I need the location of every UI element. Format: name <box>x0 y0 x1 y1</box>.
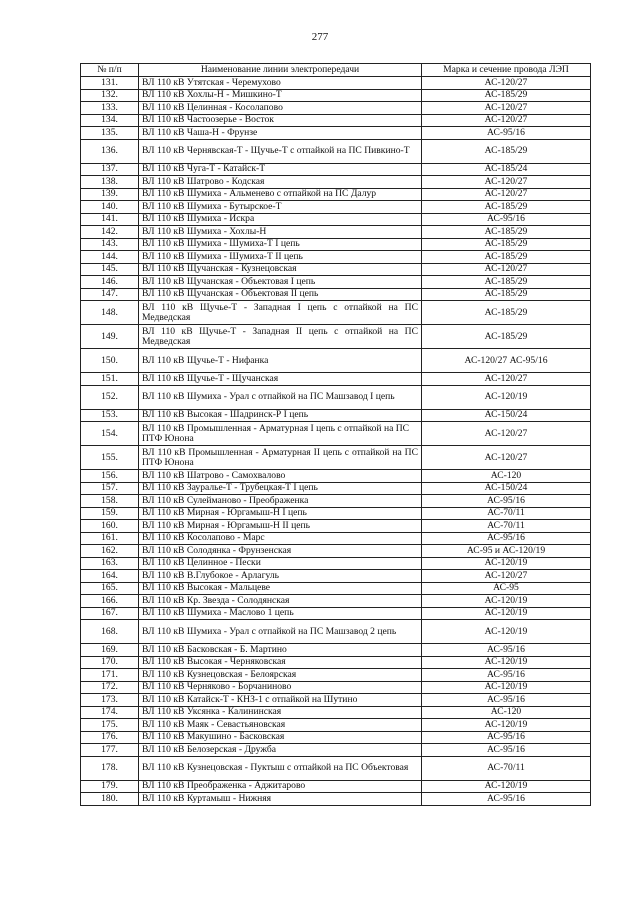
row-number-cell: 140. <box>81 201 139 214</box>
table-row <box>81 731 591 744</box>
line-name-cell: ВЛ 110 кВ Щучанская - Объектовая I цепь <box>139 276 422 289</box>
wire-grade-cell: АС-185/29 <box>422 301 591 325</box>
table-row <box>81 288 591 301</box>
line-name-cell: ВЛ 110 кВ Мирная - Юргамыш-Н I цепь <box>139 507 422 520</box>
line-name-cell: ВЛ 110 кВ Шумиха - Бутырское-Т <box>139 201 422 214</box>
row-number-cell: 160. <box>81 520 139 533</box>
wire-grade-cell: АС-95/16 <box>422 495 591 508</box>
row-number-cell: 159. <box>81 507 139 520</box>
row-number-cell: 165. <box>81 582 139 595</box>
row-number-cell: 151. <box>81 373 139 386</box>
table-row <box>81 301 591 325</box>
line-name-cell: ВЛ 110 кВ Преображенка - Аджитарово <box>139 780 422 793</box>
row-number-cell: 173. <box>81 694 139 707</box>
wire-grade-cell: АС-120/27 <box>422 114 591 127</box>
table-row <box>81 793 591 806</box>
line-name-cell: ВЛ 110 кВ Куртамыш - Нижняя <box>139 793 422 806</box>
row-number-cell: 172. <box>81 681 139 694</box>
line-name-cell: ВЛ 110 кВ Шумиха - Шумиха-Т I цепь <box>139 238 422 251</box>
line-name-cell: ВЛ 110 кВ Шумиха - Урал с отпайкой на ПС Машзавод I цепь <box>139 385 422 409</box>
table-row <box>81 482 591 495</box>
line-name-cell: ВЛ 110 кВ Чуга-Т - Катайск-Т <box>139 163 422 176</box>
line-name-cell: ВЛ 110 кВ Басковская - Б. Мартино <box>139 644 422 657</box>
wire-grade-cell: АС-185/29 <box>422 139 591 163</box>
row-number-cell: 168. <box>81 620 139 644</box>
row-number-cell: 169. <box>81 644 139 657</box>
wire-grade-cell: АС-95/16 <box>422 731 591 744</box>
table-row <box>81 446 591 470</box>
row-number-cell: 152. <box>81 385 139 409</box>
row-number-cell: 161. <box>81 532 139 545</box>
table-row <box>81 102 591 115</box>
row-number-cell: 141. <box>81 213 139 226</box>
wire-grade-cell: АС-120/27 <box>422 570 591 583</box>
line-name-cell: ВЛ 110 кВ Щучье-Т - Западная II цепь с отпайкой на ПС Медведская <box>139 325 422 349</box>
row-number-cell: 142. <box>81 226 139 239</box>
line-name-cell: ВЛ 110 кВ Шумиха - Альменево с отпайкой на ПС Далур <box>139 188 422 201</box>
row-number-cell: 146. <box>81 276 139 289</box>
wire-grade-cell: АС-185/29 <box>422 201 591 214</box>
wire-grade-cell: АС-95/16 <box>422 669 591 682</box>
line-name-cell: ВЛ 110 кВ Зауралье-Т - Трубецкая-Т I цепь <box>139 482 422 495</box>
wire-grade-cell: АС-95/16 <box>422 793 591 806</box>
table-row <box>81 349 591 373</box>
wire-grade-cell: АС-185/29 <box>422 238 591 251</box>
table-row <box>81 251 591 264</box>
line-name-cell: ВЛ 110 кВ Шумиха - Шумиха-Т II цепь <box>139 251 422 264</box>
table-row <box>81 719 591 732</box>
wire-grade-cell: АС-185/24 <box>422 163 591 176</box>
column-header-line-name: Наименование линии электропередачи <box>139 64 422 77</box>
wire-grade-cell: АС-120/19 <box>422 656 591 669</box>
table-row <box>81 507 591 520</box>
wire-grade-cell: АС-185/29 <box>422 251 591 264</box>
row-number-cell: 147. <box>81 288 139 301</box>
line-name-cell: ВЛ 110 кВ Высокая - Черняковская <box>139 656 422 669</box>
line-name-cell: ВЛ 110 кВ Маяк - Севастьяновская <box>139 719 422 732</box>
table-row <box>81 238 591 251</box>
table-row <box>81 188 591 201</box>
wire-grade-cell: АС-120/19 <box>422 595 591 608</box>
line-name-cell: ВЛ 110 кВ Высокая - Шадринск-Р I цепь <box>139 409 422 422</box>
table-row <box>81 582 591 595</box>
page-number: 277 <box>311 31 329 43</box>
column-header-wire-grade: Марка и сечение провода ЛЭП <box>422 64 591 77</box>
line-name-cell: ВЛ 110 кВ Шумиха - Искра <box>139 213 422 226</box>
line-name-cell: ВЛ 110 кВ Щучанская - Кузнецовская <box>139 263 422 276</box>
table-header-row <box>81 64 591 77</box>
wire-grade-cell: АС-95/16 <box>422 213 591 226</box>
wire-grade-cell: АС-120/19 <box>422 557 591 570</box>
table-row <box>81 620 591 644</box>
row-number-cell: 179. <box>81 780 139 793</box>
line-name-cell: ВЛ 110 кВ Промышленная - Арматурная I цепь с отпайкой на ПС ПТФ Юнона <box>139 422 422 446</box>
line-name-cell: ВЛ 110 кВ Кузнецовская - Белоярская <box>139 669 422 682</box>
line-name-cell: ВЛ 110 кВ Сулейманово - Преображенка <box>139 495 422 508</box>
line-name-cell: ВЛ 110 кВ Чаша-Н - Фрунзе <box>139 127 422 140</box>
table-row <box>81 570 591 583</box>
table-row <box>81 644 591 657</box>
row-number-cell: 162. <box>81 545 139 558</box>
wire-grade-cell: АС-95 и АС-120/19 <box>422 545 591 558</box>
table-row <box>81 77 591 90</box>
wire-grade-cell: АС-95 <box>422 582 591 595</box>
table-row <box>81 744 591 757</box>
line-name-cell: ВЛ 110 кВ Солодянка - Фрунзенская <box>139 545 422 558</box>
line-name-cell: ВЛ 110 кВ Целинное - Пески <box>139 557 422 570</box>
table-row <box>81 89 591 102</box>
wire-grade-cell: АС-120/27 АС-95/16 <box>422 349 591 373</box>
power-lines-table <box>80 63 591 806</box>
row-number-cell: 137. <box>81 163 139 176</box>
table-row <box>81 139 591 163</box>
wire-grade-cell: АС-185/29 <box>422 325 591 349</box>
table-row <box>81 520 591 533</box>
wire-grade-cell: АС-70/11 <box>422 507 591 520</box>
wire-grade-cell: АС-120 <box>422 706 591 719</box>
line-name-cell: ВЛ 110 кВ Мирная - Юргамыш-Н II цепь <box>139 520 422 533</box>
row-number-cell: 170. <box>81 656 139 669</box>
wire-grade-cell: АС-95/16 <box>422 127 591 140</box>
table-row <box>81 422 591 446</box>
line-name-cell: ВЛ 110 кВ В.Глубокое - Арлагуль <box>139 570 422 583</box>
column-header-number: № п/п <box>81 64 139 77</box>
wire-grade-cell: АС-150/24 <box>422 482 591 495</box>
table-row <box>81 470 591 483</box>
wire-grade-cell: АС-120/19 <box>422 620 591 644</box>
line-name-cell: ВЛ 110 кВ Черняково - Борчаниново <box>139 681 422 694</box>
wire-grade-cell: АС-120/19 <box>422 719 591 732</box>
row-number-cell: 134. <box>81 114 139 127</box>
table-row <box>81 706 591 719</box>
table-row <box>81 385 591 409</box>
row-number-cell: 177. <box>81 744 139 757</box>
wire-grade-cell: АС-185/29 <box>422 288 591 301</box>
wire-grade-cell: АС-95/16 <box>422 644 591 657</box>
table-row <box>81 669 591 682</box>
line-name-cell: ВЛ 110 кВ Косолапово - Марс <box>139 532 422 545</box>
line-name-cell: ВЛ 110 кВ Кр. Звезда - Солодянская <box>139 595 422 608</box>
wire-grade-cell: АС-120/27 <box>422 373 591 386</box>
table-row <box>81 532 591 545</box>
wire-grade-cell: АС-120/27 <box>422 446 591 470</box>
wire-grade-cell: АС-185/29 <box>422 276 591 289</box>
wire-grade-cell: АС-120/27 <box>422 188 591 201</box>
table-row <box>81 213 591 226</box>
table-row <box>81 545 591 558</box>
line-name-cell: ВЛ 110 кВ Шатрово - Самохвалово <box>139 470 422 483</box>
row-number-cell: 144. <box>81 251 139 264</box>
row-number-cell: 167. <box>81 607 139 620</box>
table-row <box>81 276 591 289</box>
wire-grade-cell: АС-95/16 <box>422 744 591 757</box>
line-name-cell: ВЛ 110 кВ Макушино - Басковская <box>139 731 422 744</box>
table-row <box>81 681 591 694</box>
line-name-cell: ВЛ 110 кВ Уксянка - Калининская <box>139 706 422 719</box>
table-row <box>81 557 591 570</box>
row-number-cell: 175. <box>81 719 139 732</box>
row-number-cell: 139. <box>81 188 139 201</box>
table-row <box>81 201 591 214</box>
row-number-cell: 164. <box>81 570 139 583</box>
row-number-cell: 153. <box>81 409 139 422</box>
wire-grade-cell: АС-120/27 <box>422 77 591 90</box>
row-number-cell: 174. <box>81 706 139 719</box>
line-name-cell: ВЛ 110 кВ Высокая - Мальцеве <box>139 582 422 595</box>
line-name-cell: ВЛ 110 кВ Кузнецовская - Пуктыш с отпайкой на ПС Объектовая <box>139 756 422 780</box>
wire-grade-cell: АС-120 <box>422 470 591 483</box>
row-number-cell: 155. <box>81 446 139 470</box>
table-row <box>81 656 591 669</box>
row-number-cell: 178. <box>81 756 139 780</box>
row-number-cell: 133. <box>81 102 139 115</box>
table-row <box>81 263 591 276</box>
wire-grade-cell: АС-120/19 <box>422 780 591 793</box>
row-number-cell: 138. <box>81 176 139 189</box>
wire-grade-cell: АС-185/29 <box>422 89 591 102</box>
line-name-cell: ВЛ 110 кВ Щучье-Т - Западная I цепь с отпайкой на ПС Медведская <box>139 301 422 325</box>
row-number-cell: 158. <box>81 495 139 508</box>
table-row <box>81 226 591 239</box>
wire-grade-cell: АС-120/27 <box>422 176 591 189</box>
row-number-cell: 150. <box>81 349 139 373</box>
line-name-cell: ВЛ 110 кВ Промышленная - Арматурная II цепь с отпайкой на ПС ПТФ Юнона <box>139 446 422 470</box>
line-name-cell: ВЛ 110 кВ Хохлы-Н - Мишкино-Т <box>139 89 422 102</box>
table-row <box>81 163 591 176</box>
wire-grade-cell: АС-120/27 <box>422 102 591 115</box>
line-name-cell: ВЛ 110 кВ Утятская - Черемухово <box>139 77 422 90</box>
line-name-cell: ВЛ 110 кВ Катайск-Т - КНЗ-1 с отпайкой на Шутино <box>139 694 422 707</box>
row-number-cell: 180. <box>81 793 139 806</box>
line-name-cell: ВЛ 110 кВ Щучье-Т - Нифанка <box>139 349 422 373</box>
row-number-cell: 131. <box>81 77 139 90</box>
line-name-cell: ВЛ 110 кВ Целинная - Косолапово <box>139 102 422 115</box>
table-row <box>81 127 591 140</box>
wire-grade-cell: АС-70/11 <box>422 520 591 533</box>
table-row <box>81 780 591 793</box>
row-number-cell: 143. <box>81 238 139 251</box>
wire-grade-cell: АС-120/19 <box>422 681 591 694</box>
wire-grade-cell: АС-150/24 <box>422 409 591 422</box>
wire-grade-cell: АС-120/19 <box>422 385 591 409</box>
row-number-cell: 132. <box>81 89 139 102</box>
line-name-cell: ВЛ 110 кВ Шумиха - Урал с отпайкой на ПС Машзавод 2 цепь <box>139 620 422 644</box>
row-number-cell: 176. <box>81 731 139 744</box>
row-number-cell: 157. <box>81 482 139 495</box>
table-row <box>81 114 591 127</box>
line-name-cell: ВЛ 110 кВ Щучанская - Объектовая II цепь <box>139 288 422 301</box>
line-name-cell: ВЛ 110 кВ Шатрово - Кодская <box>139 176 422 189</box>
table-row <box>81 694 591 707</box>
row-number-cell: 148. <box>81 301 139 325</box>
wire-grade-cell: АС-120/19 <box>422 607 591 620</box>
row-number-cell: 135. <box>81 127 139 140</box>
table-row <box>81 595 591 608</box>
table-row <box>81 176 591 189</box>
table-row <box>81 409 591 422</box>
row-number-cell: 149. <box>81 325 139 349</box>
table-row <box>81 325 591 349</box>
line-name-cell: ВЛ 110 кВ Щучье-Т - Щучанская <box>139 373 422 386</box>
table-row <box>81 756 591 780</box>
table-row <box>81 495 591 508</box>
line-name-cell: ВЛ 110 кВ Чернявская-Т - Щучье-Т с отпайкой на ПС Пивкино-Т <box>139 139 422 163</box>
row-number-cell: 154. <box>81 422 139 446</box>
line-name-cell: ВЛ 110 кВ Шумиха - Маслово 1 цепь <box>139 607 422 620</box>
wire-grade-cell: АС-120/27 <box>422 422 591 446</box>
wire-grade-cell: АС-95/16 <box>422 532 591 545</box>
row-number-cell: 163. <box>81 557 139 570</box>
table-row <box>81 607 591 620</box>
line-name-cell: ВЛ 110 кВ Белозерская - Дружба <box>139 744 422 757</box>
wire-grade-cell: АС-120/27 <box>422 263 591 276</box>
line-name-cell: ВЛ 110 кВ Частоозерье - Восток <box>139 114 422 127</box>
row-number-cell: 166. <box>81 595 139 608</box>
row-number-cell: 171. <box>81 669 139 682</box>
table-row <box>81 373 591 386</box>
wire-grade-cell: АС-95/16 <box>422 694 591 707</box>
line-name-cell: ВЛ 110 кВ Шумиха - Хохлы-Н <box>139 226 422 239</box>
row-number-cell: 136. <box>81 139 139 163</box>
wire-grade-cell: АС-185/29 <box>422 226 591 239</box>
row-number-cell: 145. <box>81 263 139 276</box>
wire-grade-cell: АС-70/11 <box>422 756 591 780</box>
row-number-cell: 156. <box>81 470 139 483</box>
table-body <box>81 77 591 806</box>
